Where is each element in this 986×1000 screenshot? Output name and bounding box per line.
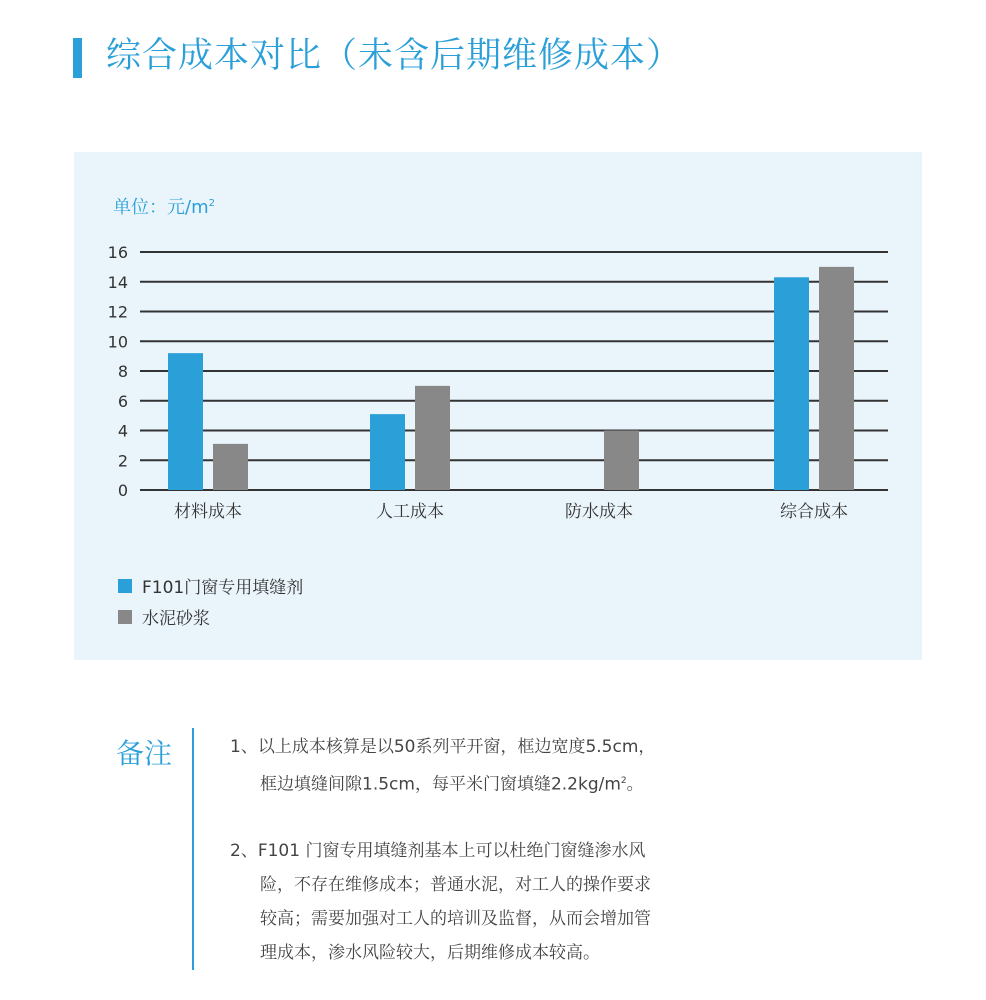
y-tick-label: 4 [117,421,128,441]
x-category-label: 人工成本 [376,502,444,522]
legend-swatch-cement [118,610,132,624]
note-2-line-3: 较高；需要加强对工人的培训及监督，从而会增加管 [260,909,651,929]
note-2-line-1: 2、F101 门窗专用填缝剂基本上可以杜绝门窗缝渗水风 [230,841,646,861]
legend-item-cement [118,604,210,629]
notes-divider [192,728,194,970]
x-category-label: 材料成本 [174,502,242,522]
note-2 [230,834,750,970]
note-1 [230,730,750,802]
note-2-line-4: 理成本，渗水风险较大，后期维修成本较高。 [260,943,600,963]
y-tick-label: 2 [117,451,128,471]
x-category-label: 综合成本 [780,502,848,522]
y-tick-label: 8 [117,362,128,381]
y-tick-label: 12 [107,302,128,322]
note-1-tail: 。 [626,774,644,795]
unit-superscript: 2 [208,198,215,209]
bar-f101-3 [774,277,809,490]
y-tick-label: 14 [107,272,128,292]
x-category-label: 防水成本 [565,502,633,522]
note-1-line-2-text: 框边填缝间隙1.5cm，每平米门窗填缝2.2kg/m [260,774,621,795]
bar-cement-2 [604,431,639,491]
legend-item-f101 [118,573,303,598]
legend-label-f101: F101门窗专用填缝剂 [142,578,304,598]
page-title: 综合成本对比（未含后期维修成本） [106,36,683,76]
y-tick-label: 10 [107,332,128,352]
y-tick-label: 16 [107,243,128,262]
unit-text: 单位：元/m [113,197,209,218]
legend-label-cement: 水泥砂浆 [142,609,210,629]
note-1-line-1: 1、以上成本核算是以50系列平开窗，框边宽度5.5cm， [230,737,656,757]
bar-f101-0 [168,353,203,490]
bar-cement-0 [213,444,248,490]
bar-cement-1 [415,386,450,490]
bar-cement-3 [819,267,854,490]
note-1-superscript: 2 [620,776,627,786]
bar-f101-1 [370,414,405,490]
y-tick-label: 6 [117,391,128,411]
notes-label: 备注 [116,737,173,770]
title-accent-bar [73,38,82,78]
y-tick-label: 0 [117,481,128,500]
legend-swatch-f101 [118,579,132,593]
note-2-line-2: 险，不存在维修成本；普通水泥，对工人的操作要求 [260,875,651,895]
note-1-line-2 [230,764,750,802]
